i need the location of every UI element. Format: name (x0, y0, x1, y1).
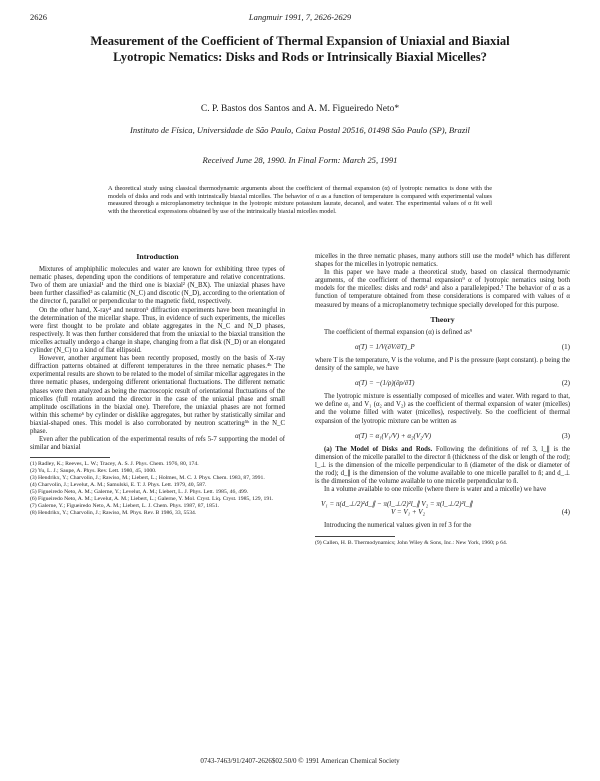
section-heading-introduction: Introduction (136, 252, 179, 261)
paragraph: The lyotropic mixture is essentially composed of micelles and water. With regard to that, we define α₁ and V₁ (α₂ and V₂) as the coefficient of thermal expansion of water (micelles) and the volume filled with water (micelles), respectively. So the coefficient of thermal expansion of the lyotropic mixture can be written as (315, 393, 570, 425)
copyright-footer: 0743-7463/91/2407-2626$02.50/0 © 1991 American Chemical Society (200, 757, 400, 765)
reference-item: (8) Hendrikx, Y.; Charvolin, J.; Rawiso, M. Phys. Rev. B 1986, 33, 5534. (30, 509, 197, 516)
journal-citation: Langmuir 1991, 7, 2626-2629 (248, 12, 352, 22)
equation-body: α(T) = 1/V(∂V/∂T)_P (355, 342, 415, 351)
reference-item: (2) Yu, L. J.; Saupe, A. Phys. Rev. Lett. 1980, 45, 1000. (30, 468, 157, 475)
equation-4 (321, 500, 570, 516)
reference-item: (5) Figueiredo Neto, A. M.; Galerne, Y.; Levelut, A. M.; Liebert, L. J. Phys. Lett. 1985, 46, 499. (30, 488, 249, 495)
paragraph: The coefficient of thermal expansion (α) is defined as⁹ (324, 328, 473, 336)
reference-item: (7) Galerne, Y.; Figueiredo Neto, A. M.; Liebert, L. J. Chem. Phys. 1987, 87, 1851. (30, 502, 220, 509)
equation-3 (355, 432, 570, 440)
equation-number: (4) (561, 508, 570, 517)
article-title: Measurement of the Coefficient of Thermal Expansion of Uniaxial and Biaxial Lyotropic Nematics: Disks and Rods or Intrinsically Biaxial Micelles? (90, 34, 510, 64)
equation-body: α(T) = α₁(V₁/V) + α₂(V₂/V) (355, 431, 432, 440)
subsection-heading: (a) The Model of Disks and Rods. (324, 445, 433, 453)
footnote-rule (30, 457, 110, 458)
paragraph: However, another argument has been recently proposed, mostly on the basis of X-ray diffraction patterns obtained at different temperatures in the three nematic phases.⁴ᵇ The experimental results are shown to be related to the model of similar micellar aggregates in the three nematic phases, undergoing different orientational fluctuations. The different nematic phases were then analyzed as being the macroscopic result of orientational fluctuations of the micelles (full rotation around the director in the case of the uniaxial phase and small amplitude oscillations in the biaxial one). Therefore, the uniaxial phases are not formed within this scheme⁶ by cylinder or disklike aggregates, but rather by statistically similar and biaxial-shaped ones. This model is also corroborated by neutron scattering⁵ᵇ in the N_C phase. (30, 355, 285, 435)
paragraph: micelles in the three nematic phases, many authors still use the model⁸ which has different shapes for the micelles in lyotropic nematics. (315, 253, 570, 269)
reference-item: (9) Callen, H. B. Thermodynamics; John Wiley & Sons, Inc.: New York, 1960; p 64. (315, 539, 508, 546)
left-column (30, 253, 285, 517)
equation-number: (2) (561, 379, 570, 388)
footnote-rule (315, 536, 395, 537)
paragraph: In this paper we have made a theoretical study, based on classical thermodynamic arguments, of the coefficient of thermal expansion⁹ α of lyotropic nematics using both models for the micelles: disks and rods³ and also a parallelepiped.⁷ The behavior of α as a function of temperature obtained from these considerations is compared with values of α measured by means of a microplanometry technique specially developed for this purpose. (315, 269, 570, 309)
reference-item: (3) Hendrikx, Y.; Charvolin, J.; Rawiso, M.; Liebert, L.; Holmes, M. C. J. Phys. Chem. 1983, 87, 3991. (30, 475, 265, 482)
reference-list (315, 540, 570, 547)
paragraph: Mixtures of amphiphilic molecules and water are known for exhibiting three types of nematic phases, depending upon the conditions of temperature and relative concentrations. Two of them are uniaxial¹ and the third one is biaxial² (N_BX). The uniaxial phases have been further classified³ as calamitic (N_C) and discotic (N_D), according to the orientation of the director n̂, parallel or perpendicular to the magnetic field, respectively. (30, 266, 285, 306)
reference-item: (6) Figueiredo Neto, A. M.; Levelut, A. M.; Liebert, L.; Galerne, Y. Mol. Cryst. Liq. Cryst. 1985, 129, 191. (30, 495, 274, 502)
right-column (315, 253, 570, 546)
running-header (30, 12, 570, 24)
abstract: A theoretical study using classical thermodynamic arguments about the coefficient of thermal expansion (α) of lyotropic nematics is done with the models of disks and rods and with intrinsically biaxial micelles. The behavior of α as a function of temperature is compared with experimental values measured through a microplanometry technique in the lyotropic mixture potassium laurate, decanol, and water. The experimental values of α fit well with the theoretical expressions obtained by use of the intrinsically biaxial micelles model. (108, 185, 492, 216)
equation-line: V₁ = π(d_⊥/2)²d_∥ − π(l_⊥/2)²l_∥ V₂ = π(l_⊥/2)²l_∥ (321, 500, 473, 509)
paragraph: Following the definitions of ref 3, l_∥ is the dimension of the micelle parallel to the director n̂ (thickness of the disk or length of the rod); l_⊥ is the dimension of the micelle perpendicular to n̂ (diameter of the disk or diameter of the rod); d_∥ is the dimension of the volume available to one micelle parallel to n̂; and d_⊥ is the dimension of the volume available to one micelle perpendicular to n̂. (315, 445, 570, 486)
received-dates: Received June 28, 1990. In Final Form: March 25, 1991 (202, 155, 398, 165)
paragraph: where T is the temperature, V is the volume, and P is the pressure (kept constant). ρ being the density of the sample, we have (315, 356, 570, 373)
equation-line: V = V₁ + V₂ (391, 508, 426, 517)
paragraph: On the other hand, X-ray⁴ and neutron⁵ diffraction experiments have been meaningful in the determination of the micellar shape. Thus, in evidence of such experiments, the micelles were first thought to be prolate and oblate aggregates in the N_C and N_D phases, respectively. It was then further considered that from the uniaxial to the biaxial transition the micelles actually undergo a change in shape, changing from a flat disk (N_D) or an elongated cylinder (N_C) to a kind of flat ellipsoid. (30, 306, 285, 355)
paragraph: Introducing the numerical values given in ref 3 for the (324, 522, 472, 530)
author-list: C. P. Bastos dos Santos and A. M. Figueiredo Neto* (200, 104, 400, 114)
reference-item: (1) Radley, K.; Reeves, L. W.; Tracey, A. S. J. Phys. Chem. 1976, 80, 174. (30, 461, 199, 468)
paragraph: Even after the publication of the experimental results of refs 5-7 supporting the model of similar and biaxial (30, 436, 285, 452)
equation-2 (355, 379, 570, 387)
equation-1 (355, 343, 570, 351)
paragraph: In a volume available to one micelle (where there is water and a micelle) we have (324, 486, 547, 494)
page-number: 2626 (30, 12, 47, 22)
equation-number: (3) (561, 431, 570, 440)
reference-item: (4) Charvolin, J.; Levelut, A. M.; Samulski, E. T. J. Phys. Lett. 1979, 40, 587. (30, 481, 207, 488)
equation-number: (1) (561, 342, 570, 351)
section-heading-theory: Theory (430, 314, 455, 324)
affiliation: Instituto de Física, Universidade de São Paulo, Caixa Postal 20516, 01498 São Paulo (SP), Brazil (130, 125, 470, 135)
equation-body: α(T) = −(1/ρ)(∂ρ/∂T) (355, 379, 415, 388)
reference-list (30, 461, 285, 516)
